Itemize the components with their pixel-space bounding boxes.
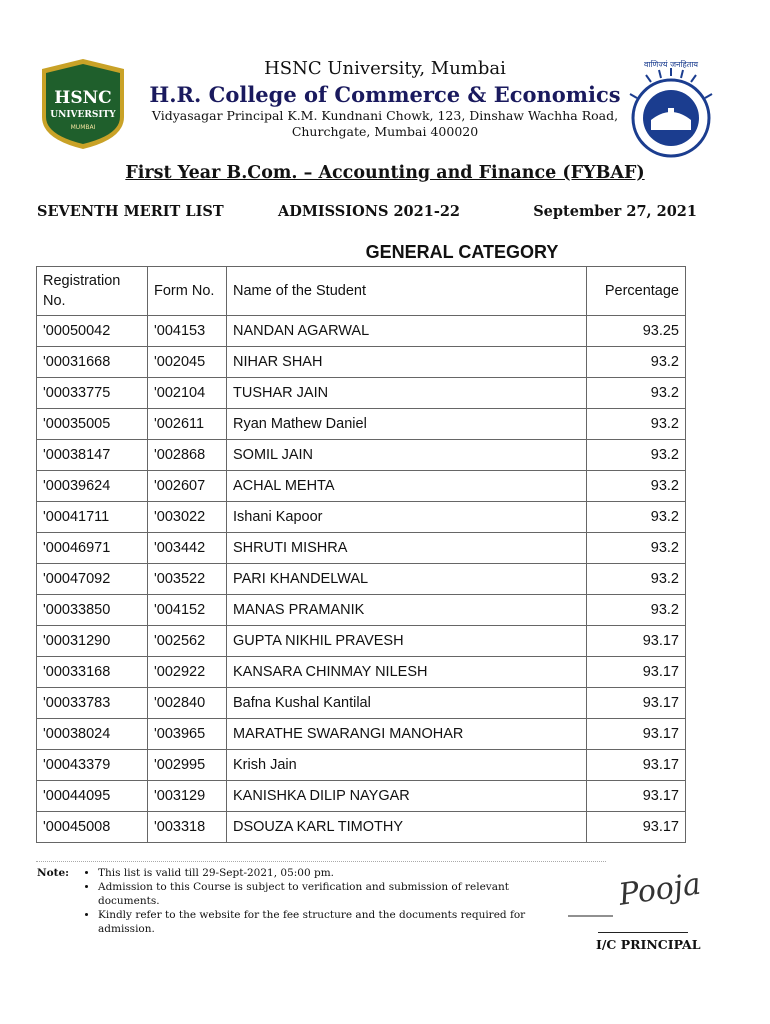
- notes-list: [80, 866, 568, 936]
- form-cell: '003129: [148, 781, 227, 812]
- percentage-cell: 93.2: [587, 347, 686, 378]
- merit-list-label: SEVENTH MERIT LIST: [37, 203, 224, 220]
- form-cell: '003965: [148, 719, 227, 750]
- percentage-cell: 93.17: [587, 626, 686, 657]
- table-row: [37, 657, 686, 688]
- registration-cell: '00045008: [37, 812, 148, 843]
- form-cell: '002611: [148, 409, 227, 440]
- note-item: • This list is valid till 29-Sept-2021, 05:00 pm.: [98, 866, 568, 880]
- header-percentage: Percentage: [587, 267, 686, 316]
- form-cell: '003022: [148, 502, 227, 533]
- form-cell: '002045: [148, 347, 227, 378]
- student-name-cell: KANSARA CHINMAY NILESH: [227, 657, 587, 688]
- percentage-cell: 93.2: [587, 595, 686, 626]
- logo-left-line3: MUMBAI: [70, 124, 96, 131]
- registration-cell: '00035005: [37, 409, 148, 440]
- student-name-cell: Ishani Kapoor: [227, 502, 587, 533]
- percentage-cell: 93.2: [587, 502, 686, 533]
- table-row: [37, 719, 686, 750]
- percentage-cell: 93.17: [587, 812, 686, 843]
- registration-cell: '00046971: [37, 533, 148, 564]
- principal-signature: [565, 860, 745, 930]
- form-cell: '002840: [148, 688, 227, 719]
- registration-cell: '00031290: [37, 626, 148, 657]
- form-cell: '003522: [148, 564, 227, 595]
- registration-cell: '00043379: [37, 750, 148, 781]
- percentage-cell: 93.17: [587, 719, 686, 750]
- course-title: First Year B.Com. – Accounting and Finance (FYBAF): [125, 163, 645, 183]
- notes-divider: [36, 861, 606, 862]
- logo-left-line1: HSNC: [54, 88, 112, 108]
- registration-cell: '00038147: [37, 440, 148, 471]
- form-cell: '004152: [148, 595, 227, 626]
- student-name-cell: NANDAN AGARWAL: [227, 316, 587, 347]
- college-name: H.R. College of Commerce & Economics: [149, 82, 621, 107]
- college-address: Vidyasagar Principal K.M. Kundnani Chowk, 123, Dinshaw Wachha Road, Churchgate, Mumbai 400020: [151, 108, 619, 139]
- student-name-cell: NIHAR SHAH: [227, 347, 587, 378]
- student-name-cell: ACHAL MEHTA: [227, 471, 587, 502]
- percentage-cell: 93.2: [587, 409, 686, 440]
- table-row: [37, 409, 686, 440]
- registration-cell: '00033168: [37, 657, 148, 688]
- percentage-cell: 93.17: [587, 750, 686, 781]
- registration-cell: '00047092: [37, 564, 148, 595]
- note-item: • Kindly refer to the website for the fee structure and the documents required for admission.: [98, 908, 568, 936]
- percentage-cell: 93.2: [587, 440, 686, 471]
- student-name-cell: TUSHAR JAIN: [227, 378, 587, 409]
- registration-cell: '00038024: [37, 719, 148, 750]
- student-name-cell: KANISHKA DILIP NAYGAR: [227, 781, 587, 812]
- registration-cell: '00039624: [37, 471, 148, 502]
- university-name: HSNC University, Mumbai: [264, 58, 506, 79]
- list-date: September 27, 2021: [533, 203, 697, 220]
- form-cell: '002607: [148, 471, 227, 502]
- registration-cell: '00033775: [37, 378, 148, 409]
- form-cell: '003318: [148, 812, 227, 843]
- student-name-cell: MANAS PRAMANIK: [227, 595, 587, 626]
- note-item: • Admission to this Course is subject to verification and submission of relevant documents.: [98, 880, 568, 908]
- student-name-cell: SHRUTI MISHRA: [227, 533, 587, 564]
- form-cell: '002922: [148, 657, 227, 688]
- table-row: [37, 378, 686, 409]
- logo-left-line2: UNIVERSITY: [50, 110, 116, 120]
- table-row: [37, 316, 686, 347]
- student-name-cell: Bafna Kushal Kantilal: [227, 688, 587, 719]
- registration-cell: '00033850: [37, 595, 148, 626]
- registration-cell: '00050042: [37, 316, 148, 347]
- table-row: [37, 626, 686, 657]
- table-row: [37, 781, 686, 812]
- percentage-cell: 93.17: [587, 781, 686, 812]
- merit-table: [36, 266, 686, 843]
- table-row: [37, 533, 686, 564]
- registration-cell: '00033783: [37, 688, 148, 719]
- table-header-row: [37, 267, 686, 316]
- percentage-cell: 93.2: [587, 378, 686, 409]
- emblem-motto: वाणिज्यं जनहिताय: [643, 60, 699, 69]
- table-row: [37, 471, 686, 502]
- student-name-cell: SOMIL JAIN: [227, 440, 587, 471]
- percentage-cell: 93.2: [587, 564, 686, 595]
- header-form: Form No.: [148, 267, 227, 316]
- student-name-cell: Ryan Mathew Daniel: [227, 409, 587, 440]
- registration-cell: '00031668: [37, 347, 148, 378]
- admissions-year: ADMISSIONS 2021-22: [278, 203, 461, 220]
- table-row: [37, 688, 686, 719]
- category-heading: GENERAL CATEGORY: [365, 242, 559, 262]
- form-cell: '004153: [148, 316, 227, 347]
- student-name-cell: PARI KHANDELWAL: [227, 564, 587, 595]
- student-name-cell: MARATHE SWARANGI MANOHAR: [227, 719, 587, 750]
- percentage-cell: 93.2: [587, 533, 686, 564]
- header-name: Name of the Student: [227, 267, 587, 316]
- form-cell: '002562: [148, 626, 227, 657]
- form-cell: '002995: [148, 750, 227, 781]
- table-row: [37, 595, 686, 626]
- registration-cell: '00044095: [37, 781, 148, 812]
- student-name-cell: DSOUZA KARL TIMOTHY: [227, 812, 587, 843]
- table-row: [37, 502, 686, 533]
- percentage-cell: 93.25: [587, 316, 686, 347]
- table-row: [37, 750, 686, 781]
- table-row: [37, 812, 686, 843]
- form-cell: '002104: [148, 378, 227, 409]
- table-body: [37, 316, 686, 843]
- form-cell: '003442: [148, 533, 227, 564]
- table-row: [37, 440, 686, 471]
- percentage-cell: 93.17: [587, 657, 686, 688]
- form-cell: '002868: [148, 440, 227, 471]
- signature-scrawl: Pooja: [616, 866, 703, 913]
- student-name-cell: GUPTA NIKHIL PRAVESH: [227, 626, 587, 657]
- table-row: [37, 564, 686, 595]
- percentage-cell: 93.17: [587, 688, 686, 719]
- student-name-cell: Krish Jain: [227, 750, 587, 781]
- signature-line: [598, 932, 688, 933]
- note-label: Note:: [37, 867, 70, 879]
- percentage-cell: 93.2: [587, 471, 686, 502]
- registration-cell: '00041711: [37, 502, 148, 533]
- table-row: [37, 347, 686, 378]
- principal-title: I/C PRINCIPAL: [596, 937, 701, 952]
- header-registration: Registration No.: [37, 267, 148, 316]
